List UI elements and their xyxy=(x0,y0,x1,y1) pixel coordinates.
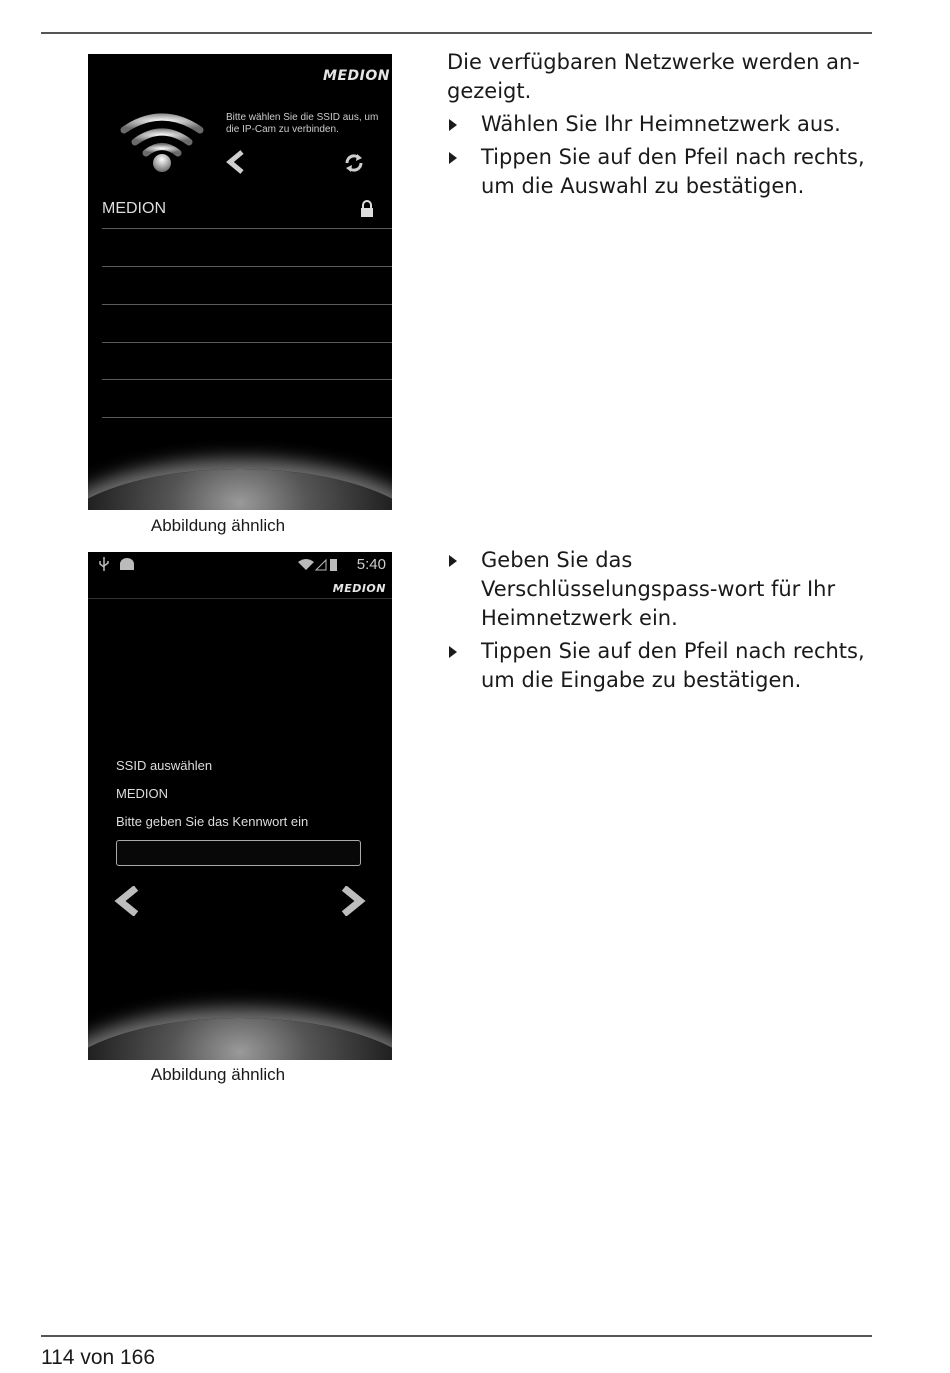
medion-logo: MEDION xyxy=(323,68,390,84)
password-input[interactable] xyxy=(116,840,361,866)
password-entry-screenshot xyxy=(88,552,392,1060)
ssid-value: MEDION xyxy=(116,786,168,801)
back-arrow-icon[interactable] xyxy=(114,886,146,916)
refresh-icon[interactable] xyxy=(343,152,365,174)
network-list-row[interactable] xyxy=(102,266,392,267)
intro-text: Die verfügbaren Netzwerke werden an-gezeigt. xyxy=(447,50,860,103)
top-rule xyxy=(41,32,872,34)
instruction-bullet: Tippen Sie auf den Pfeil nach rechts, um die Eingabe zu bestätigen. xyxy=(447,637,867,695)
bottom-rule xyxy=(41,1335,872,1337)
divider xyxy=(88,598,392,599)
step2-instructions xyxy=(447,546,867,695)
figure-caption: Abbildung ähnlich xyxy=(150,516,286,535)
password-prompt: Bitte geben Sie das Kennwort ein xyxy=(116,814,309,829)
usb-icon xyxy=(98,557,110,571)
instruction-bullet: Tippen Sie auf den Pfeil nach rechts, um die Auswahl zu bestätigen. xyxy=(447,143,867,201)
bullet-arrow-icon xyxy=(449,646,457,658)
instruction-bullet: Geben Sie das Verschlüsselungspass-wort für Ihr Heimnetzwerk ein. xyxy=(447,546,867,633)
wifi-icon xyxy=(120,110,204,174)
network-list-row[interactable] xyxy=(102,304,392,305)
ssid-label: SSID auswählen xyxy=(116,758,213,773)
figure-caption: Abbildung ähnlich xyxy=(150,1065,286,1084)
network-list-row[interactable] xyxy=(102,379,392,380)
next-arrow-icon[interactable] xyxy=(334,886,366,916)
ssid-hint-text: Bitte wählen Sie die SSID aus, um die IP-Cam zu verbinden. xyxy=(226,112,379,135)
bullet-arrow-icon xyxy=(449,152,457,164)
network-list-row[interactable] xyxy=(102,342,392,343)
network-list-item-medion[interactable]: MEDION xyxy=(102,200,166,217)
network-list-row[interactable] xyxy=(102,228,392,229)
medion-logo: MEDION xyxy=(332,582,386,595)
status-time: 5:40 xyxy=(356,556,386,573)
status-bar xyxy=(88,552,392,576)
signal-battery-icon xyxy=(298,557,340,571)
step1-instructions xyxy=(447,48,867,201)
network-selection-screenshot xyxy=(88,54,392,510)
earth-horizon-image xyxy=(88,469,392,510)
android-icon xyxy=(118,558,136,570)
earth-horizon-image xyxy=(88,1018,392,1060)
bullet-arrow-icon xyxy=(449,555,457,567)
lock-icon xyxy=(359,200,375,218)
bullet-arrow-icon xyxy=(449,119,457,131)
back-arrow-icon[interactable] xyxy=(224,150,248,174)
instruction-bullet: Wählen Sie Ihr Heimnetzwerk aus. xyxy=(447,110,867,139)
network-list-row[interactable] xyxy=(102,417,392,418)
page-number: 114 von 166 xyxy=(41,1346,156,1369)
